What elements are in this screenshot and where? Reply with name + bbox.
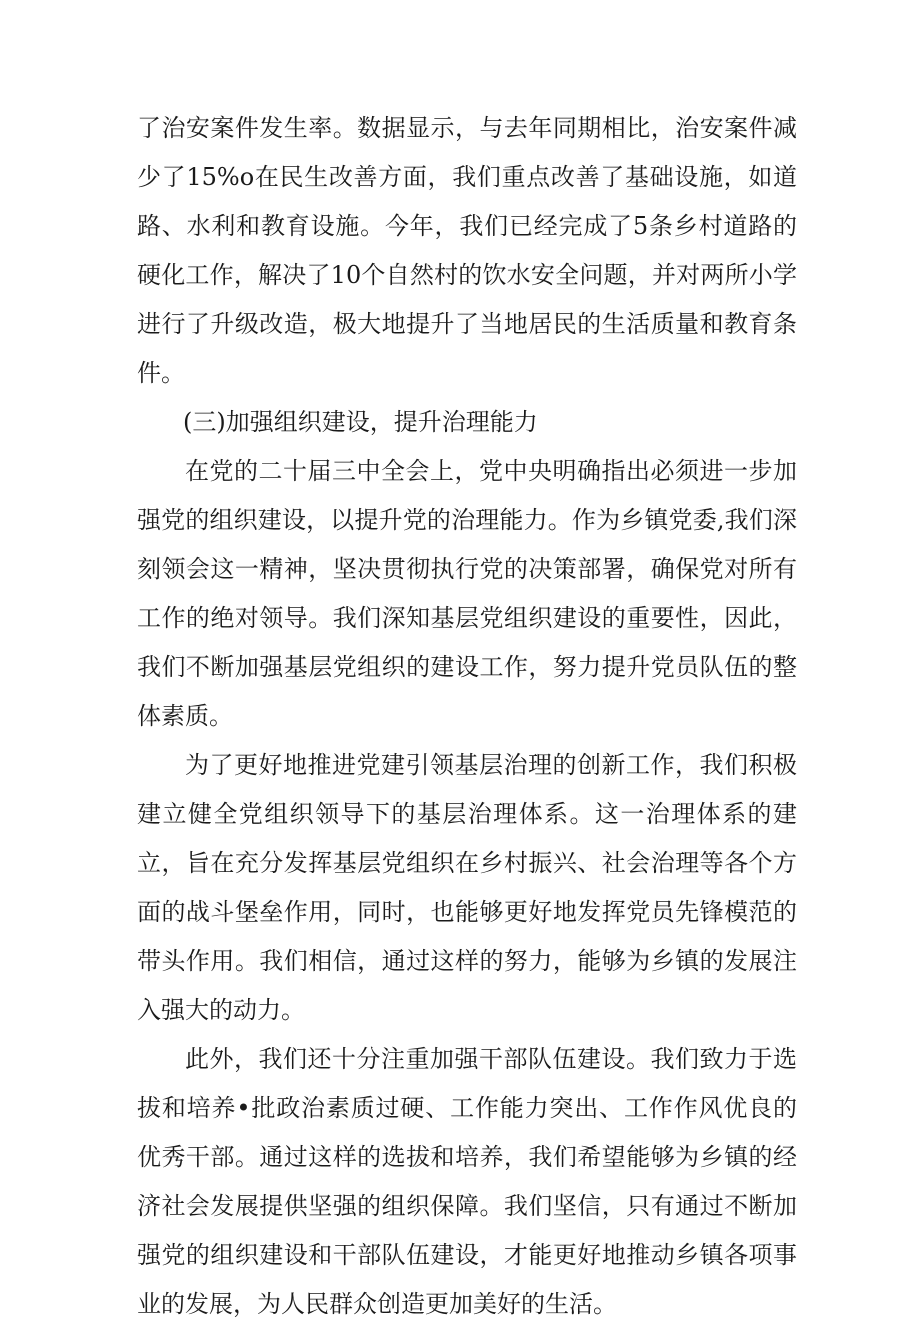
paragraph-governance-system: 为了更好地推进党建引领基层治理的创新工作，我们积极建立健全党组织领导下的基层治理体系。这一治理体系的建立，旨在充分发挥基层党组织在乡村振兴、社会治理等各个方面的战斗堡垒作用，同时，也能够更好地发挥党员先锋模范的带头作用。我们相信，通过这样的努力，能够为乡镇的发展注入强大的动力。 (137, 751, 797, 1024)
section-heading-organization: (三)加强组织建设，提升治理能力 (183, 408, 538, 436)
paragraph-plenary-session: 在党的二十届三中全会上，党中央明确指出必须进一步加强党的组织建设，以提升党的治理能力。作为乡镇党委,我们深刻领会这一精神，坚决贯彻执行党的决策部署，确保党对所有工作的绝对领导。我们深知基层党组织建设的重要性，因此，我们不断加强基层党组织的建设工作，努力提升党员队伍的整体素质。 (137, 457, 797, 730)
document-body (137, 104, 797, 1329)
paragraph-cadre-team: 此外，我们还十分注重加强干部队伍建设。我们致力于选拔和培养•批政治素质过硬、工作能力突出、工作作风优良的优秀干部。通过这样的选拔和培养，我们希望能够为乡镇的经济社会发展提供坚强的组织保障。我们坚信，只有通过不断加强党的组织建设和干部队伍建设，才能更好地推动乡镇各项事业的发展，为人民群众创造更加美好的生活。 (137, 1045, 797, 1318)
paragraph-public-security-livelihood: 了治安案件发生率。数据显示，与去年同期相比，治安案件减少了15%o在民生改善方面，我们重点改善了基础设施，如道路、水利和教育设施。今年，我们已经完成了5条乡村道路的硬化工作，解决了10个自然村的饮水安全问题，并对两所小学进行了升级改造，极大地提升了当地居民的生活质量和教育条件。 (137, 114, 797, 387)
